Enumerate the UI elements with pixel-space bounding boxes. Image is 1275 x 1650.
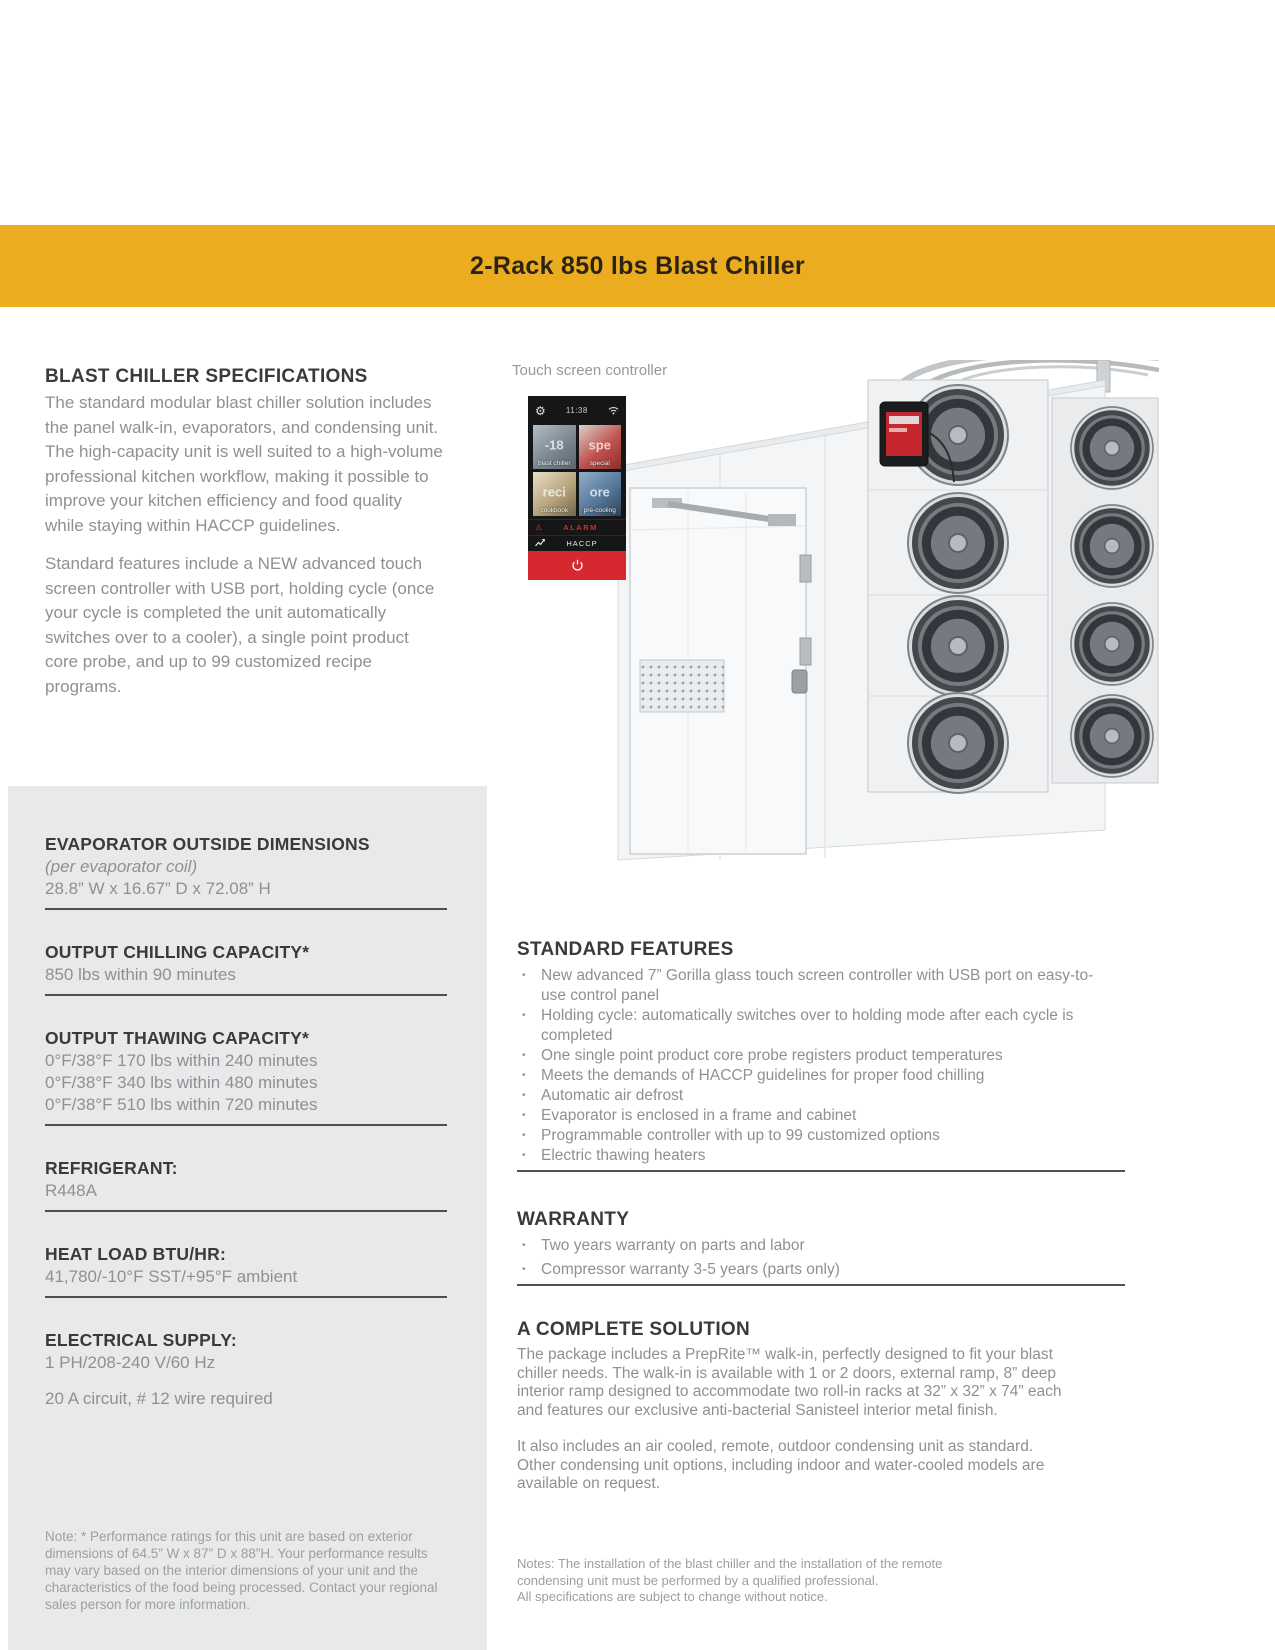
- feature-item: • Electric thawing heaters: [517, 1146, 1095, 1166]
- fan: [1071, 603, 1153, 685]
- warranty-heading: WARRANTY: [517, 1209, 630, 1230]
- spec-section-lines: [45, 1050, 447, 1116]
- spec-line: 850 lbs within 90 minutes: [45, 965, 236, 984]
- door-lock: [792, 670, 807, 693]
- alarm-warning-icon: ⚠: [535, 522, 543, 532]
- door-grille: [640, 660, 724, 712]
- controller-tile: [579, 472, 622, 516]
- section-divider: [517, 1284, 1125, 1286]
- feature-item: • Evaporator is enclosed in a frame and cabinet: [517, 1106, 1095, 1126]
- standard-features-list: [517, 966, 1095, 1166]
- walk-in-door: [630, 488, 811, 854]
- tile-label: cookbook: [540, 507, 569, 515]
- touch-screen-controller: [528, 396, 626, 580]
- door-hinge: [800, 638, 811, 665]
- feature-item: • Holding cycle: automatically switches over to holding mode after each cycle is completed: [517, 1006, 1095, 1046]
- controller-tile: [533, 425, 576, 469]
- feature-item: • New advanced 7” Gorilla glass touch screen controller with USB port on easy-to-use control panel: [517, 966, 1095, 1006]
- spec-line: R448A: [45, 1181, 97, 1200]
- warranty-list: [517, 1236, 1095, 1280]
- title-band: [0, 225, 1275, 307]
- spec-section-lines: [45, 1352, 447, 1374]
- spec-section-lines: [45, 1180, 447, 1202]
- spec-sections: [45, 833, 447, 1374]
- note-line: condensing unit must be performed by a qualified professional.: [517, 1572, 879, 1588]
- spec-line: 1 PH/208-240 V/60 Hz: [45, 1353, 216, 1372]
- feature-item: • Programmable controller with up to 99 customized options: [517, 1126, 1095, 1146]
- spec-section-heading: OUTPUT THAWING CAPACITY*: [45, 1028, 310, 1048]
- spec-line: 41,780/-10°F SST/+95°F ambient: [45, 1267, 298, 1286]
- spec-divider: [45, 1210, 447, 1212]
- spec-section-heading: ELECTRICAL SUPPLY:: [45, 1330, 237, 1350]
- spec-box: [8, 786, 487, 1650]
- feature-item: • One single point product core probe registers product temperatures: [517, 1046, 1095, 1066]
- feature-item: • Automatic air defrost: [517, 1086, 1095, 1106]
- spec-line: 0°F/38°F 170 lbs within 240 minutes: [45, 1051, 318, 1070]
- product-photo: [600, 360, 1160, 880]
- tile-label: special: [589, 460, 610, 468]
- section-divider: [517, 1170, 1125, 1172]
- controller-time: 11:38: [565, 406, 588, 416]
- power-bar: [528, 551, 626, 580]
- alarm-row: [528, 519, 626, 535]
- specifications-paragraph-1: The standard modular blast chiller solution includes the panel walk-in, evaporators, and condensing unit. The high-capacity unit is well suited to a high-volume professional kitchen workflow, making it possible to improve your kitchen efficiency and food quality while staying within HACCP guidelines.: [45, 393, 443, 535]
- spec-divider: [45, 1124, 447, 1126]
- settings-gear-icon: ⚙: [535, 403, 546, 418]
- power-icon: [571, 559, 584, 572]
- spec-section-heading: EVAPORATOR OUTSIDE DIMENSIONS: [45, 834, 370, 854]
- note-line: All specifications are subject to change without notice.: [517, 1589, 828, 1604]
- specifications-heading: BLAST CHILLER SPECIFICATIONS: [45, 366, 368, 387]
- solution-paragraph-2: It also includes an air cooled, remote, outdoor condensing unit as standard. Other condensing unit options, including indoor and water-cooled models are available on request.: [517, 1438, 1045, 1492]
- spec-section: [45, 1027, 447, 1126]
- circuit-note: 20 A circuit, # 12 wire required: [45, 1389, 273, 1408]
- installation-notes: [517, 1556, 942, 1606]
- controller-header: [528, 396, 626, 425]
- haccp-chart-icon: [535, 539, 545, 547]
- tile-watermark: ore: [589, 484, 610, 500]
- haccp-label: HACCP: [566, 538, 598, 548]
- complete-solution-heading: A COMPLETE SOLUTION: [517, 1319, 750, 1340]
- tile-watermark: spe: [588, 437, 611, 453]
- image-caption: Touch screen controller: [512, 362, 668, 379]
- fan: [908, 493, 1008, 593]
- solution-paragraph-1: The package includes a PrepRite™ walk-in, perfectly designed to fit your blast chiller needs. The walk-in is available with 1 or 2 doors, external ramp, 8” deep interior ramp designed to accommodate two roll-in racks at 32” x 32” x 74” each and features our exclusive anti-bacterial Sanisteel interior metal finish.: [517, 1346, 1062, 1419]
- right-column: [517, 938, 1125, 1494]
- tile-watermark: -18: [544, 437, 564, 453]
- spec-divider: [45, 994, 447, 996]
- spec-line: 0°F/38°F 510 lbs within 720 minutes: [45, 1095, 318, 1114]
- spec-section-subheading: (per evaporator coil): [45, 857, 198, 876]
- fan: [1071, 505, 1153, 587]
- warranty-item: • Compressor warranty 3-5 years (parts only): [517, 1260, 1095, 1280]
- spec-section-lines: [45, 1266, 447, 1288]
- blast-chiller-illustration: [600, 360, 1160, 880]
- evaporator-cabinet-rear: [1052, 398, 1158, 783]
- specifications-paragraph-2: Standard features include a NEW advanced touch screen controller with USB port, holding cycle (once your cycle is completed the unit automatically switches over to a cooler), a single point product core probe, and up to 99 customized recipe programs.: [45, 554, 435, 696]
- specifications-intro: [45, 366, 445, 699]
- warranty-item: • Two years warranty on parts and labor: [517, 1236, 1095, 1256]
- controller-tile: [533, 472, 576, 516]
- page-title: 2-Rack 850 lbs Blast Chiller: [470, 251, 805, 280]
- fan: [1071, 695, 1153, 777]
- spec-divider: [45, 1296, 447, 1298]
- controller-tiles: [533, 425, 621, 516]
- controller-tile: [579, 425, 622, 469]
- spec-section: [45, 1243, 447, 1298]
- spec-divider: [45, 908, 447, 910]
- spec-section-lines: [45, 964, 447, 986]
- spec-section-lines: [45, 878, 447, 900]
- spec-section: [45, 833, 447, 910]
- spec-line: 28.8” W x 16.67” D x 72.08” H: [45, 879, 271, 898]
- tile-label: pre-cooling: [583, 507, 616, 515]
- spec-section: [45, 1329, 447, 1374]
- tile-label: blast chiller: [537, 460, 571, 468]
- spec-section: [45, 1157, 447, 1212]
- door-hinge: [800, 555, 811, 582]
- feature-item: • Meets the demands of HACCP guidelines for proper food chilling: [517, 1066, 1095, 1086]
- spec-line: 0°F/38°F 340 lbs within 480 minutes: [45, 1073, 318, 1092]
- spec-section-heading: OUTPUT CHILLING CAPACITY*: [45, 942, 310, 962]
- performance-footnote: Note: * Performance ratings for this unit are based on exterior dimensions of 64.5” W x 87” D x 88”H. Your performance results may vary based on the interior dimensions of your unit and the characteristics of the food being processed. Contact your regional sales person for more information.: [45, 1529, 438, 1612]
- wifi-icon: [608, 406, 619, 415]
- fan: [1071, 407, 1153, 489]
- standard-features-heading: STANDARD FEATURES: [517, 939, 734, 960]
- tile-watermark: reci: [542, 484, 566, 500]
- fan: [908, 693, 1008, 793]
- alarm-label: ALARM: [563, 523, 598, 533]
- fan: [908, 596, 1008, 696]
- spec-section-heading: HEAT LOAD BTU/HR:: [45, 1244, 226, 1264]
- haccp-row: [528, 535, 626, 551]
- note-line: Notes: The installation of the blast chiller and the installation of the remote: [517, 1556, 943, 1571]
- spec-section: [45, 941, 447, 996]
- spec-section-heading: REFRIGERANT:: [45, 1158, 178, 1178]
